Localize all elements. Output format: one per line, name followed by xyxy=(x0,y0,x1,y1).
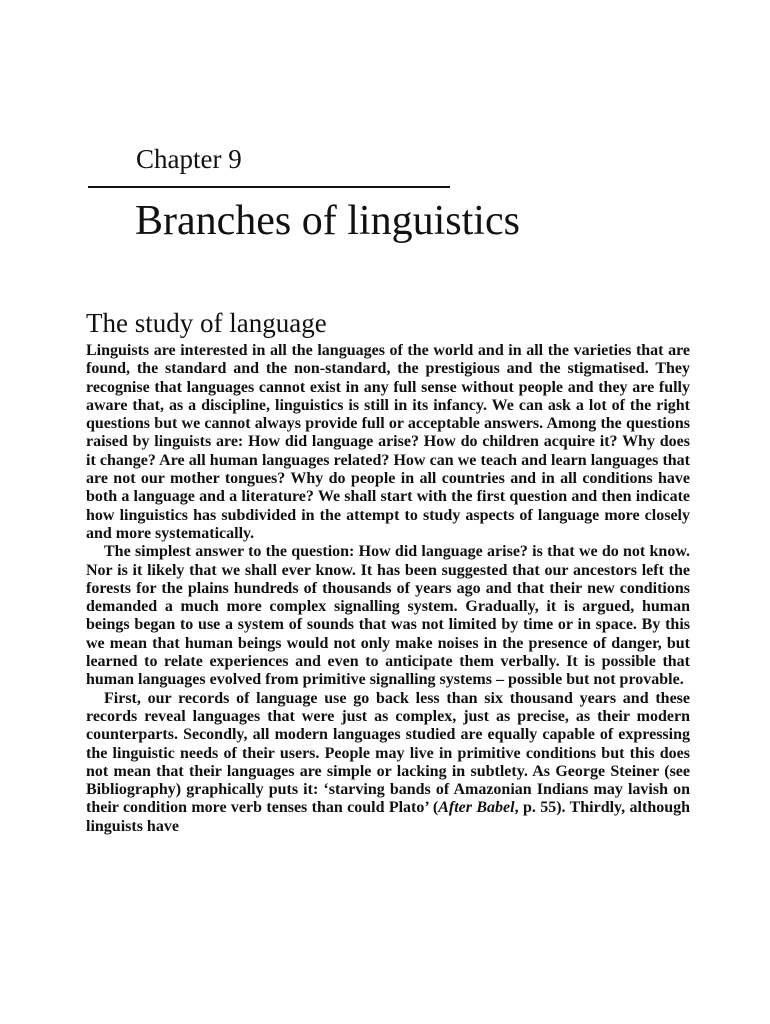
section-heading: The study of language xyxy=(86,308,327,338)
chapter-title: Branches of linguistics xyxy=(135,198,520,244)
book-title-citation: After Babel xyxy=(438,799,515,817)
chapter-divider xyxy=(88,186,450,188)
paragraph-3-text-after: , p. 55). Thirdly, although linguists have xyxy=(86,799,691,835)
paragraph-1: Linguists are interested in all the languages of the world and in all the varieties that are found, the standard and the non-standard, the prestigious and the stigmatised. They recognise that languages cannot exist in any full sense without people and they are fully aware that, as a discipline, linguistics is still in its infancy. We can ask a lot of the right questions but we cannot always provide full or acceptable answers. Among the questions raised by linguists are: How did language arise? How do children acquire it? Why does it change? Are all human languages related? How can we teach and learn languages that are not our mother tongues? Why do people in all countries and in all conditions have both a language and a literature? We shall start with the first question and then indicate how linguistics has subdivided in the attempt to study aspects of language more closely and more systematically. xyxy=(86,342,690,542)
paragraph-3-text-before: First, our records of language use go back less than six thousand years and these records reveal languages that were just as complex, just as precise, as their modern counterparts. Secondly, all modern languages studied are equally capable of expressing the linguistic needs of their users. People may live in primitive conditions but this does not mean that their languages are simple or lacking in subtlety. As George Steiner (see Bibliography) graphically puts it: ‘starving bands of Amazonian Indians may lavish on their condition more verb tenses than could Plato’ ( xyxy=(86,689,690,817)
paragraph-2: The simplest answer to the question: How did language arise? is that we do not know. Nor is it likely that we shall ever know. It has been suggested that our ancestors left the forests for the plains hundreds of thousands of years ago and that their new conditions demanded a much more complex signalling system. Gradually, it is argued, human beings began to use a system of sounds that was not limited by time or in space. By this we mean that human beings would not only make noises in the presence of danger, but learned to relate experiences and even to anticipate them verbally. It is possible that human languages evolved from primitive signalling systems – possible but not provable. xyxy=(86,543,690,689)
paragraph-3 xyxy=(86,690,690,836)
chapter-label: Chapter 9 xyxy=(136,144,242,174)
body-text xyxy=(86,342,690,836)
